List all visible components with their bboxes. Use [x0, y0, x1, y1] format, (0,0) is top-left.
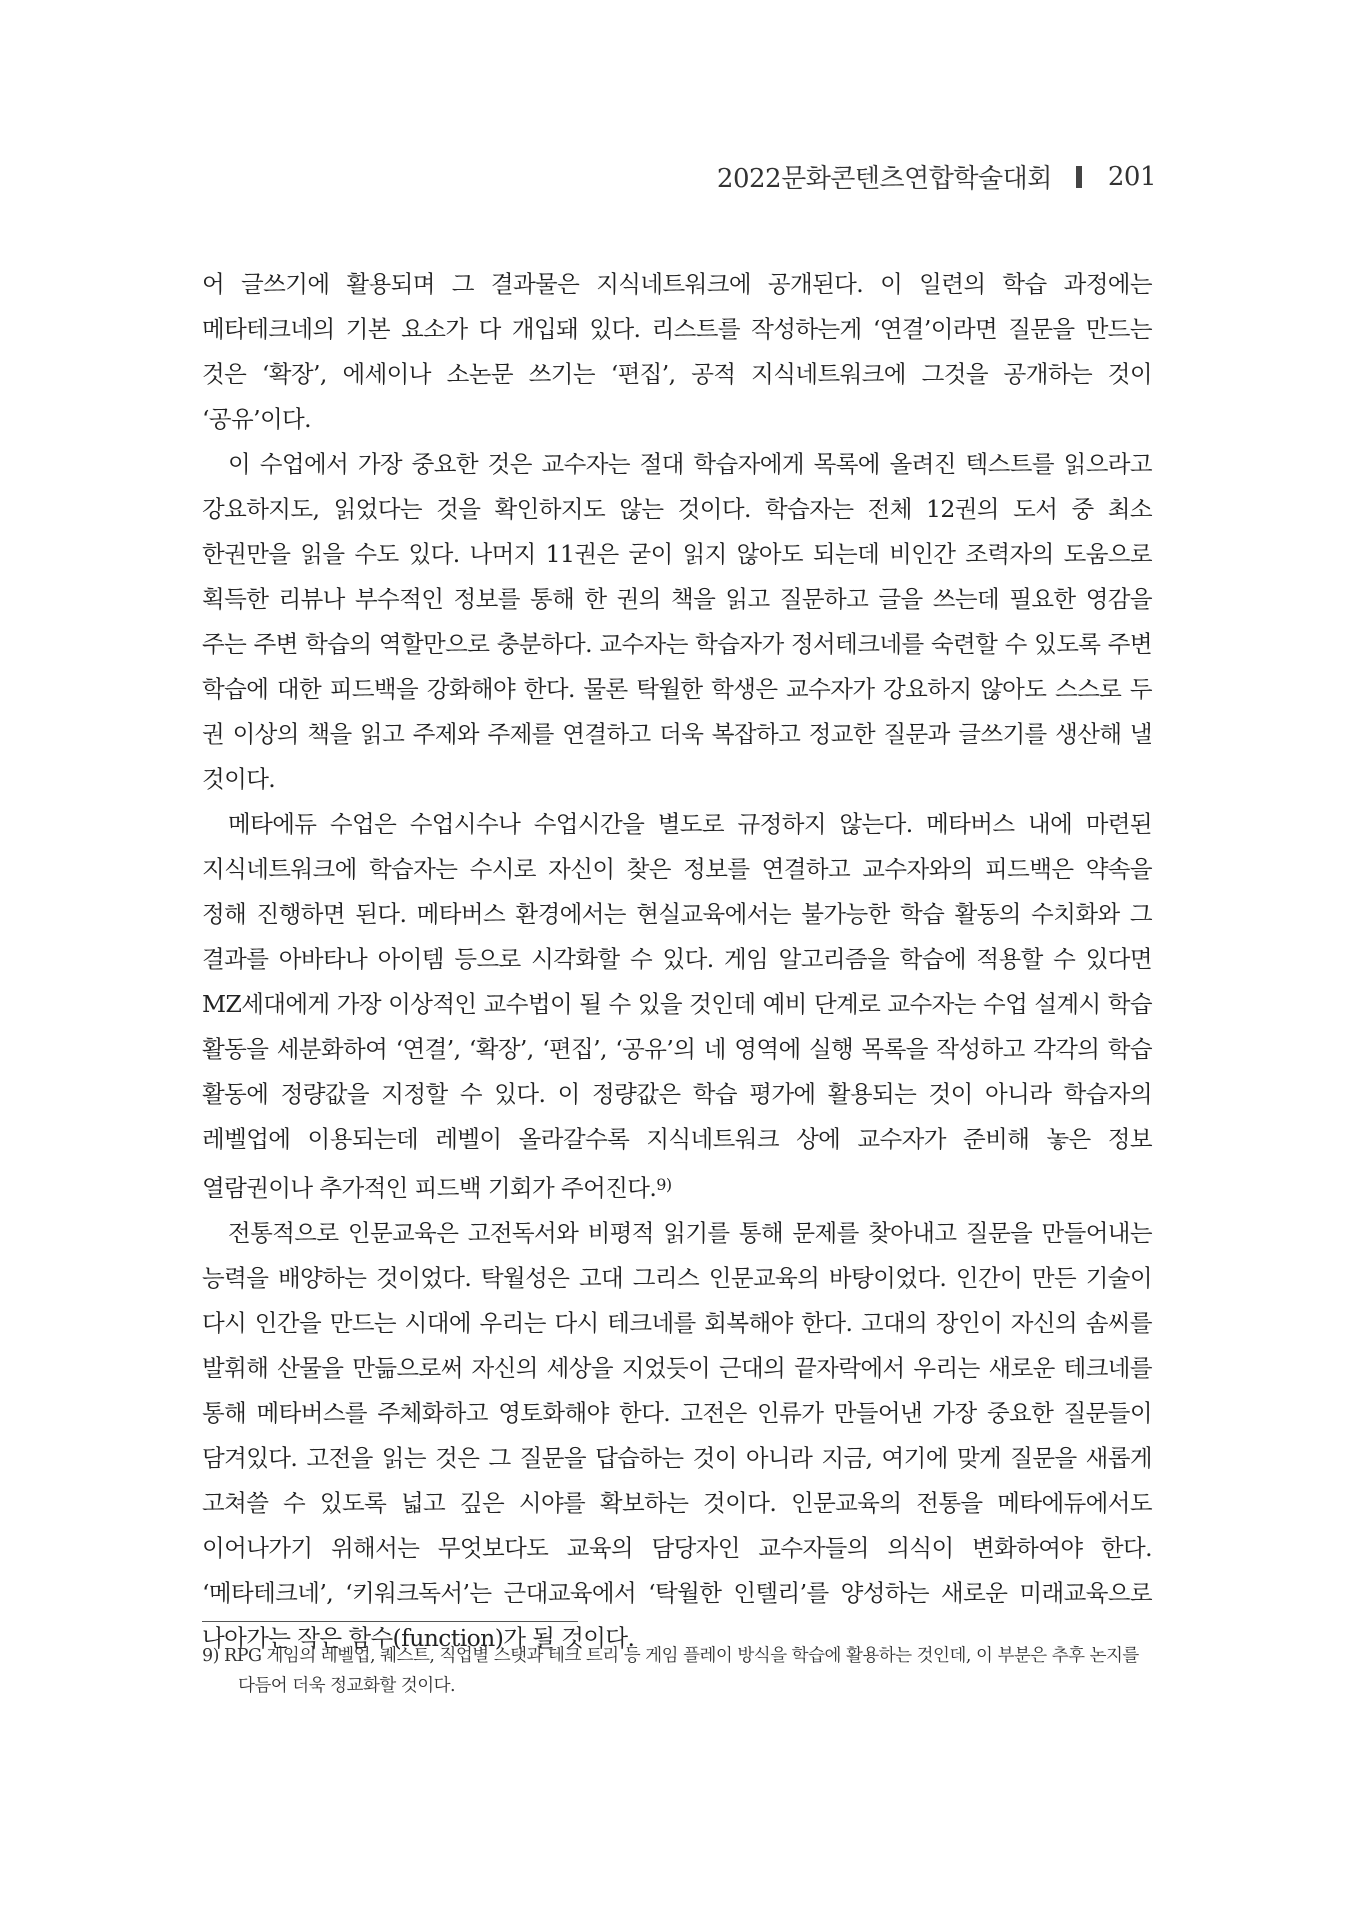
footnote: 9) RPG 게임의 레벨업, 퀘스트, 직업별 스탯과 테크 트리 등 게임 플레이 방식을 학습에 활용하는 것인데, 이 부분은 추후 논지를 다듬어 더욱 정교화할 것이다. [202, 1646, 1139, 1696]
conference-title: 2022문화콘텐츠연합학술대회 [716, 164, 1052, 194]
paragraph-4: 전통적으로 인문교육은 고전독서와 비평적 읽기를 통해 문제를 찾아내고 질문을 만들어내는 능력을 배양하는 것이었다. 탁월성은 고대 그리스 인문교육의 바탕이었다. 인간이 만든 기술이 다시 인간을 만드는 시대에 우리는 다시 테크네를 회복해야 한다. 고대의 장인이 자신의 솜씨를 발휘해 산물을 만듦으로써 자신의 세상을 지었듯이 근대의 끝자락에서 우리는 새로운 테크네를 통해 메타버스를 주체화하고 영토화해야 한다. 고전은 인류가 만들어낸 가장 중요한 질문들이 담겨있다. 고전을 읽는 것은 그 질문을 답습하는 것이 아니라 지금, 여기에 맞게 질문을 새롭게 고쳐쓸 수 있도록 넓고 깊은 시야를 확보하는 것이다. 인문교육의 전통을 메타에듀에서도 이어나가기 위해서는 무엇보다도 교육의 담당자인 교수자들의 의식이 변화하여야 한다. ‘메타테크네’, ‘키워크독서’는 근대교육에서 ‘탁월한 인텔리’를 양성하는 새로운 미래교육으로 나아가는 작은 함수(function)가 될 것이다. [202, 1219, 1152, 1652]
body-text [202, 262, 1152, 1661]
paragraph-3-text: 메타에듀 수업은 수업시수나 수업시간을 별도로 규정하지 않는다. 메타버스 내에 마련된 지식네트워크에 학습자는 수시로 자신이 찾은 정보를 연결하고 교수자와의 피드백은 약속을 정해 진행하면 된다. 메타버스 환경에서는 현실교육에서는 불가능한 학습 활동의 수치화와 그 결과를 아바타나 아이템 등으로 시각화할 수 있다. 게임 알고리즘을 학습에 적용할 수 있다면 MZ세대에게 가장 이상적인 교수법이 될 수 있을 것인데 예비 단계로 교수자는 수업 설계시 학습 활동을 세분화하여 ‘연결’, ‘확장’, ‘편집’, ‘공유’의 네 영역에 실행 목록을 작성하고 각각의 학습 활동에 정량값을 지정할 수 있다. 이 정량값은 학습 평가에 활용되는 것이 아니라 학습자의 레벨업에 이용되는데 레벨이 올라갈수록 지식네트워크 상에 교수자가 준비해 놓은 정보 열람권이나 추가적인 피드백 기회가 주어진다. [202, 810, 1152, 1202]
paragraph-2: 이 수업에서 가장 중요한 것은 교수자는 절대 학습자에게 목록에 올려진 텍스트를 읽으라고 강요하지도, 읽었다는 것을 확인하지도 않는 것이다. 학습자는 전체 12권의 도서 중 최소 한권만을 읽을 수도 있다. 나머지 11권은 굳이 읽지 않아도 되는데 비인간 조력자의 도움으로 획득한 리뷰나 부수적인 정보를 통해 한 권의 책을 읽고 질문하고 글을 쓰는데 필요한 영감을 주는 주변 학습의 역할만으로 충분하다. 교수자는 학습자가 정서테크네를 숙련할 수 있도록 주변 학습에 대한 피드백을 강화해야 한다. 물론 탁월한 학생은 교수자가 강요하지 않아도 스스로 두 권 이상의 책을 읽고 주제와 주제를 연결하고 더욱 복잡하고 정교한 질문과 글쓰기를 생산해 낼 것이다. [202, 450, 1152, 793]
header-separator-bar [1076, 166, 1082, 188]
page-number: 201 [1107, 161, 1156, 192]
footnote-reference[interactable]: 9) [656, 1175, 672, 1194]
paragraph-3 [202, 802, 1152, 1211]
paragraph-1: 어 글쓰기에 활용되며 그 결과물은 지식네트워크에 공개된다. 이 일련의 학습 과정에는 메타테크네의 기본 요소가 다 개입돼 있다. 리스트를 작성하는게 ‘연결’이라면 질문을 만드는 것은 ‘확장’, 에세이나 소논문 쓰기는 ‘편집’, 공적 지식네트워크에 그것을 공개하는 것이 ‘공유’이다. [202, 270, 1152, 433]
running-header [717, 158, 1156, 195]
footnote-divider [202, 1621, 578, 1622]
